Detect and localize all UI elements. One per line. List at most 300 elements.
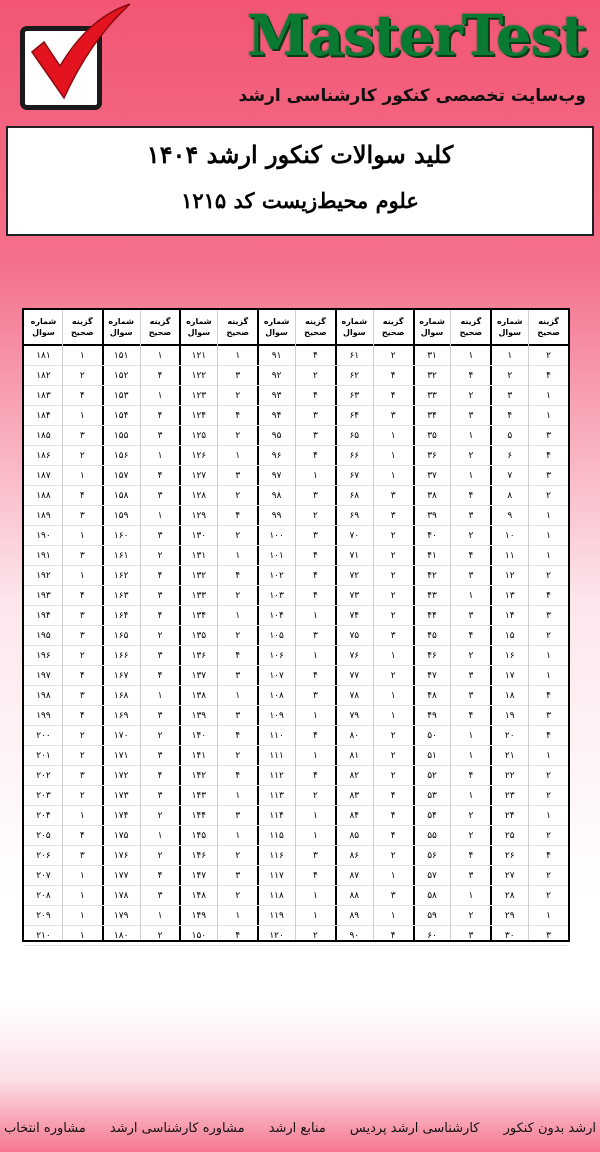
question-number-cell: ۱۵۱	[102, 346, 141, 366]
question-number-cell: ۱۳۲	[179, 566, 218, 586]
question-number-cell: ۹۱	[257, 346, 296, 366]
answer-cell: ۴	[63, 486, 102, 506]
answer-column	[529, 310, 568, 940]
site-tagline: وب‌سایت تخصصی کنکور کارشناسی ارشد	[238, 86, 586, 106]
answer-cell: ۳	[451, 566, 490, 586]
question-number-cell: ۱۰۴	[257, 606, 296, 626]
question-number-cell: ۱۷۸	[102, 886, 141, 906]
answer-cell: ۱	[218, 906, 257, 926]
answer-cell: ۲	[63, 786, 102, 806]
answer-cell: ۲	[141, 546, 180, 566]
question-number-cell: ۱۷۱	[102, 746, 141, 766]
question-number-cell: ۱۵۹	[102, 506, 141, 526]
question-number-cell: ۳۸	[413, 486, 452, 506]
answer-cell: ۳	[218, 806, 257, 826]
question-number-cell: ۲۵	[490, 826, 529, 846]
question-number-cell: ۳۵	[413, 426, 452, 446]
footer-link-selection[interactable]: مشاوره انتخاب	[4, 1120, 86, 1136]
question-number-cell: ۴۴	[413, 606, 452, 626]
answer-cell: ۱	[63, 906, 102, 926]
question-number-cell: ۶۹	[335, 506, 374, 526]
question-number-cell: ۴۶	[413, 646, 452, 666]
answer-cell: ۱	[529, 806, 568, 826]
answer-cell: ۴	[451, 626, 490, 646]
question-number-cell: ۱۰۸	[257, 686, 296, 706]
answer-cell: ۴	[218, 926, 257, 946]
answer-cell: ۱	[451, 466, 490, 486]
answer-cell: ۱	[63, 926, 102, 946]
answer-cell: ۴	[141, 466, 180, 486]
answer-cell: ۴	[296, 386, 335, 406]
answer-cell: ۲	[141, 846, 180, 866]
page-subtitle: علوم محیط‌زیست کد ۱۲۱۵	[181, 188, 419, 213]
question-number-cell: ۱۱۹	[257, 906, 296, 926]
answer-cell: ۱	[218, 686, 257, 706]
answer-cell: ۴	[529, 726, 568, 746]
answer-cell: ۳	[218, 866, 257, 886]
answer-cell: ۱	[296, 906, 335, 926]
question-number-cell: ۲۹	[490, 906, 529, 926]
answer-cell: ۳	[141, 886, 180, 906]
question-number-cell: ۲۱	[490, 746, 529, 766]
answer-block	[257, 310, 335, 940]
question-number-column	[102, 310, 141, 940]
question-number-cell: ۱۴۸	[179, 886, 218, 906]
column-header-question: شماره سوال	[490, 310, 529, 346]
answer-cell: ۴	[296, 586, 335, 606]
answer-cell: ۲	[218, 426, 257, 446]
answer-column	[218, 310, 257, 940]
answer-cell: ۲	[218, 626, 257, 646]
answer-cell: ۴	[529, 846, 568, 866]
question-number-cell: ۱۲۸	[179, 486, 218, 506]
question-number-cell: ۳	[490, 386, 529, 406]
answer-cell: ۱	[374, 466, 413, 486]
question-number-cell: ۲۰	[490, 726, 529, 746]
answer-cell: ۲	[529, 346, 568, 366]
answer-cell: ۴	[296, 446, 335, 466]
answer-cell: ۱	[529, 746, 568, 766]
answer-column	[63, 310, 102, 940]
question-number-cell: ۲۸	[490, 886, 529, 906]
question-number-cell: ۱۷۴	[102, 806, 141, 826]
question-number-cell: ۱۸۱	[24, 346, 63, 366]
question-number-cell: ۲	[490, 366, 529, 386]
question-number-cell: ۸۸	[335, 886, 374, 906]
question-number-cell: ۵۷	[413, 866, 452, 886]
answer-cell: ۱	[529, 906, 568, 926]
answer-cell: ۴	[141, 866, 180, 886]
question-number-cell: ۵۵	[413, 826, 452, 846]
answer-cell: ۱	[451, 726, 490, 746]
answer-block	[413, 310, 491, 940]
column-header-answer: گزینه صحیح	[63, 310, 102, 346]
question-number-cell: ۵۸	[413, 886, 452, 906]
answer-block	[490, 310, 568, 940]
column-divider	[140, 310, 141, 940]
answer-block	[102, 310, 180, 940]
question-number-cell: ۱۳۳	[179, 586, 218, 606]
answer-cell: ۳	[296, 406, 335, 426]
question-number-cell: ۶	[490, 446, 529, 466]
answer-block	[24, 310, 102, 940]
answer-cell: ۴	[374, 366, 413, 386]
answer-cell: ۱	[63, 406, 102, 426]
answer-cell: ۲	[218, 386, 257, 406]
question-number-cell: ۱۵۴	[102, 406, 141, 426]
answer-cell: ۱	[141, 386, 180, 406]
question-number-cell: ۱۱۴	[257, 806, 296, 826]
question-number-cell: ۹۷	[257, 466, 296, 486]
question-number-cell: ۱۱۷	[257, 866, 296, 886]
answer-cell: ۴	[451, 546, 490, 566]
answer-cell: ۳	[451, 926, 490, 946]
question-number-cell: ۱۲۲	[179, 366, 218, 386]
question-number-column	[257, 310, 296, 940]
question-number-cell: ۱۶۷	[102, 666, 141, 686]
question-number-cell: ۱۳۷	[179, 666, 218, 686]
answer-cell: ۱	[374, 906, 413, 926]
answer-cell: ۳	[63, 606, 102, 626]
question-number-cell: ۵۳	[413, 786, 452, 806]
answer-cell: ۲	[374, 586, 413, 606]
question-number-cell: ۱۳۰	[179, 526, 218, 546]
question-number-cell: ۴۸	[413, 686, 452, 706]
question-number-cell: ۲۱۰	[24, 926, 63, 946]
question-number-cell: ۱	[490, 346, 529, 366]
answer-cell: ۱	[374, 426, 413, 446]
answer-cell: ۳	[141, 486, 180, 506]
answer-cell: ۲	[374, 846, 413, 866]
question-number-cell: ۱۲۳	[179, 386, 218, 406]
column-header-question: شماره سوال	[257, 310, 296, 346]
question-number-cell: ۲۳	[490, 786, 529, 806]
question-number-cell: ۸۲	[335, 766, 374, 786]
question-number-cell: ۱۹۹	[24, 706, 63, 726]
answer-cell: ۱	[63, 526, 102, 546]
answer-cell: ۴	[451, 366, 490, 386]
question-number-cell: ۱۶۶	[102, 646, 141, 666]
question-number-cell: ۱۳۱	[179, 546, 218, 566]
question-number-cell: ۵۲	[413, 766, 452, 786]
answer-cell: ۲	[374, 526, 413, 546]
column-header-answer: گزینه صحیح	[141, 310, 180, 346]
answer-cell: ۱	[451, 786, 490, 806]
answer-cell: ۴	[451, 846, 490, 866]
answer-cell: ۲	[296, 366, 335, 386]
answer-cell: ۲	[451, 526, 490, 546]
question-number-cell: ۱۴۰	[179, 726, 218, 746]
answer-cell: ۳	[296, 526, 335, 546]
question-number-cell: ۵۱	[413, 746, 452, 766]
answer-cell: ۱	[141, 826, 180, 846]
question-number-cell: ۹۳	[257, 386, 296, 406]
question-number-cell: ۳۴	[413, 406, 452, 426]
answer-cell: ۱	[451, 746, 490, 766]
answer-cell: ۳	[141, 646, 180, 666]
answer-cell: ۲	[374, 666, 413, 686]
column-header-answer: گزینه صحیح	[529, 310, 568, 346]
question-number-cell: ۴۵	[413, 626, 452, 646]
question-number-cell: ۱۳۸	[179, 686, 218, 706]
question-number-cell: ۷	[490, 466, 529, 486]
answer-cell: ۴	[374, 386, 413, 406]
question-number-cell: ۷۳	[335, 586, 374, 606]
question-number-cell: ۲۰۳	[24, 786, 63, 806]
question-number-cell: ۶۴	[335, 406, 374, 426]
question-number-cell: ۸۳	[335, 786, 374, 806]
question-number-cell: ۱۶۰	[102, 526, 141, 546]
answer-cell: ۲	[374, 746, 413, 766]
answer-cell: ۴	[63, 826, 102, 846]
answer-cell: ۳	[374, 886, 413, 906]
answer-cell: ۱	[218, 786, 257, 806]
answer-cell: ۳	[218, 666, 257, 686]
answer-cell: ۳	[374, 486, 413, 506]
question-number-cell: ۳۲	[413, 366, 452, 386]
question-number-cell: ۷۷	[335, 666, 374, 686]
question-number-cell: ۱۹۵	[24, 626, 63, 646]
answer-cell: ۲	[529, 766, 568, 786]
answer-cell: ۲	[529, 486, 568, 506]
answer-cell: ۴	[218, 506, 257, 526]
question-number-cell: ۳۷	[413, 466, 452, 486]
answer-cell: ۱	[529, 546, 568, 566]
answer-cell: ۴	[451, 766, 490, 786]
page-title: کلید سوالات کنکور ارشد ۱۴۰۴	[146, 140, 454, 169]
answer-cell: ۴	[218, 406, 257, 426]
answer-cell: ۱	[529, 386, 568, 406]
footer-link-resources[interactable]: منابع ارشد	[268, 1120, 326, 1136]
question-number-cell: ۱۳۴	[179, 606, 218, 626]
answer-cell: ۳	[451, 606, 490, 626]
answer-cell: ۱	[529, 406, 568, 426]
answer-cell: ۱	[451, 346, 490, 366]
question-number-cell: ۸۰	[335, 726, 374, 746]
question-number-cell: ۸۹	[335, 906, 374, 926]
answer-key-table	[22, 308, 570, 942]
question-number-cell: ۱۸	[490, 686, 529, 706]
question-number-cell: ۱۳	[490, 586, 529, 606]
question-number-cell: ۳۹	[413, 506, 452, 526]
answer-cell: ۱	[529, 666, 568, 686]
question-number-cell: ۱۳۵	[179, 626, 218, 646]
question-number-cell: ۱۲۱	[179, 346, 218, 366]
footer-link-counseling[interactable]: مشاوره کارشناسی ارشد	[109, 1120, 245, 1136]
brand-logo-text[interactable]: MasterTest	[246, 3, 586, 69]
answer-cell: ۱	[374, 866, 413, 886]
question-number-cell: ۱۷۰	[102, 726, 141, 746]
answer-cell: ۳	[63, 506, 102, 526]
question-number-cell: ۲۰۱	[24, 746, 63, 766]
answer-cell: ۱	[141, 446, 180, 466]
question-number-cell: ۴۲	[413, 566, 452, 586]
answer-cell: ۱	[296, 826, 335, 846]
answer-cell: ۱	[218, 346, 257, 366]
question-number-cell: ۳۱	[413, 346, 452, 366]
checkmark-icon	[26, 2, 134, 108]
question-number-cell: ۱۴۹	[179, 906, 218, 926]
question-number-cell: ۱۵۶	[102, 446, 141, 466]
question-number-column	[24, 310, 63, 940]
answer-cell: ۳	[374, 626, 413, 646]
column-header-answer: گزینه صحیح	[296, 310, 335, 346]
question-number-cell: ۱۶۹	[102, 706, 141, 726]
question-number-cell: ۲۴	[490, 806, 529, 826]
answer-cell: ۱	[141, 506, 180, 526]
question-number-cell: ۱۴۶	[179, 846, 218, 866]
answer-cell: ۳	[374, 506, 413, 526]
question-number-cell: ۴	[490, 406, 529, 426]
answer-cell: ۴	[296, 666, 335, 686]
question-number-cell: ۱۴۱	[179, 746, 218, 766]
answer-cell: ۱	[141, 906, 180, 926]
answer-cell: ۳	[529, 466, 568, 486]
question-number-cell: ۱۸۸	[24, 486, 63, 506]
question-number-cell: ۷۵	[335, 626, 374, 646]
answer-column	[451, 310, 490, 940]
answer-cell: ۲	[451, 446, 490, 466]
answer-cell: ۱	[529, 526, 568, 546]
answer-cell: ۲	[218, 526, 257, 546]
question-number-cell: ۱۷۹	[102, 906, 141, 926]
answer-cell: ۲	[529, 626, 568, 646]
question-number-cell: ۵۴	[413, 806, 452, 826]
answer-cell: ۴	[296, 566, 335, 586]
answer-cell: ۴	[63, 706, 102, 726]
answer-cell: ۲	[374, 726, 413, 746]
question-number-cell: ۹۲	[257, 366, 296, 386]
question-number-cell: ۱۹۶	[24, 646, 63, 666]
question-number-cell: ۱۱۵	[257, 826, 296, 846]
answer-cell: ۳	[63, 426, 102, 446]
question-number-cell: ۳۳	[413, 386, 452, 406]
question-number-cell: ۱۲۹	[179, 506, 218, 526]
answer-cell: ۴	[451, 706, 490, 726]
question-number-cell: ۱۸۴	[24, 406, 63, 426]
question-number-cell: ۱۲۷	[179, 466, 218, 486]
answer-cell: ۲	[451, 646, 490, 666]
answer-cell: ۴	[374, 786, 413, 806]
answer-cell: ۱	[374, 706, 413, 726]
question-number-cell: ۱۸۵	[24, 426, 63, 446]
answer-cell: ۳	[451, 866, 490, 886]
answer-cell: ۲	[296, 926, 335, 946]
answer-cell: ۳	[451, 666, 490, 686]
answer-cell: ۲	[451, 906, 490, 926]
question-number-cell: ۸۵	[335, 826, 374, 846]
answer-cell: ۴	[141, 766, 180, 786]
question-number-cell: ۱۵۳	[102, 386, 141, 406]
answer-cell: ۳	[529, 606, 568, 626]
answer-cell: ۱	[296, 466, 335, 486]
question-number-cell: ۱۱۲	[257, 766, 296, 786]
footer-link-no-exam[interactable]: ارشد بدون کنکور	[503, 1120, 596, 1136]
question-number-cell: ۱۱۸	[257, 886, 296, 906]
answer-cell: ۱	[296, 606, 335, 626]
question-number-cell: ۸۱	[335, 746, 374, 766]
answer-cell: ۳	[218, 366, 257, 386]
answer-cell: ۱	[374, 686, 413, 706]
question-number-cell: ۱۲۴	[179, 406, 218, 426]
answer-cell: ۱	[63, 866, 102, 886]
question-number-cell: ۱۶۵	[102, 626, 141, 646]
column-header-question: شماره سوال	[24, 310, 63, 346]
answer-cell: ۴	[296, 546, 335, 566]
answer-cell: ۳	[296, 486, 335, 506]
question-number-cell: ۱۱	[490, 546, 529, 566]
question-number-cell: ۵۹	[413, 906, 452, 926]
answer-cell: ۱	[63, 346, 102, 366]
answer-cell: ۳	[218, 466, 257, 486]
question-number-cell: ۲۶	[490, 846, 529, 866]
answer-cell: ۱	[296, 746, 335, 766]
answer-cell: ۲	[529, 886, 568, 906]
question-number-cell: ۲۰۲	[24, 766, 63, 786]
answer-cell: ۲	[63, 746, 102, 766]
answer-cell: ۴	[218, 646, 257, 666]
question-number-cell: ۱۹۷	[24, 666, 63, 686]
answer-cell: ۳	[451, 406, 490, 426]
answer-cell: ۱	[529, 506, 568, 526]
column-header-question: شماره سوال	[413, 310, 452, 346]
answer-cell: ۴	[529, 686, 568, 706]
answer-cell: ۲	[374, 566, 413, 586]
answer-cell: ۱	[296, 706, 335, 726]
answer-cell: ۱	[141, 686, 180, 706]
question-number-cell: ۱۲۵	[179, 426, 218, 446]
answer-cell: ۲	[374, 606, 413, 626]
answer-cell: ۱	[218, 446, 257, 466]
question-number-cell: ۲۰۹	[24, 906, 63, 926]
question-number-cell: ۲۷	[490, 866, 529, 886]
answer-cell: ۳	[63, 686, 102, 706]
question-number-cell: ۱۰۶	[257, 646, 296, 666]
answer-cell: ۴	[141, 606, 180, 626]
question-number-cell: ۱۰	[490, 526, 529, 546]
answer-cell: ۳	[218, 706, 257, 726]
answer-cell: ۴	[374, 826, 413, 846]
question-number-cell: ۱۵۲	[102, 366, 141, 386]
question-number-cell: ۱۷	[490, 666, 529, 686]
answer-cell: ۲	[296, 786, 335, 806]
answer-cell: ۱	[451, 426, 490, 446]
answer-cell: ۴	[529, 446, 568, 466]
question-number-cell: ۶۶	[335, 446, 374, 466]
answer-cell: ۱	[141, 346, 180, 366]
question-number-cell: ۵۶	[413, 846, 452, 866]
answer-cell: ۴	[218, 726, 257, 746]
question-number-cell: ۱۷۷	[102, 866, 141, 886]
answer-cell: ۲	[296, 506, 335, 526]
question-number-cell: ۷۰	[335, 526, 374, 546]
question-number-cell: ۷۸	[335, 686, 374, 706]
title-box	[6, 126, 594, 236]
answer-cell: ۲	[218, 486, 257, 506]
question-number-cell: ۱۶	[490, 646, 529, 666]
answer-cell: ۳	[141, 586, 180, 606]
question-number-cell: ۶۱	[335, 346, 374, 366]
question-number-cell: ۱۶۱	[102, 546, 141, 566]
answer-cell: ۲	[218, 746, 257, 766]
answer-cell: ۳	[141, 706, 180, 726]
footer-link-pardis[interactable]: کارشناسی ارشد پردیس	[349, 1120, 480, 1136]
question-number-cell: ۳۰	[490, 926, 529, 946]
answer-cell: ۴	[296, 726, 335, 746]
answer-cell: ۲	[218, 886, 257, 906]
answer-cell: ۳	[451, 686, 490, 706]
column-header-answer: گزینه صحیح	[451, 310, 490, 346]
